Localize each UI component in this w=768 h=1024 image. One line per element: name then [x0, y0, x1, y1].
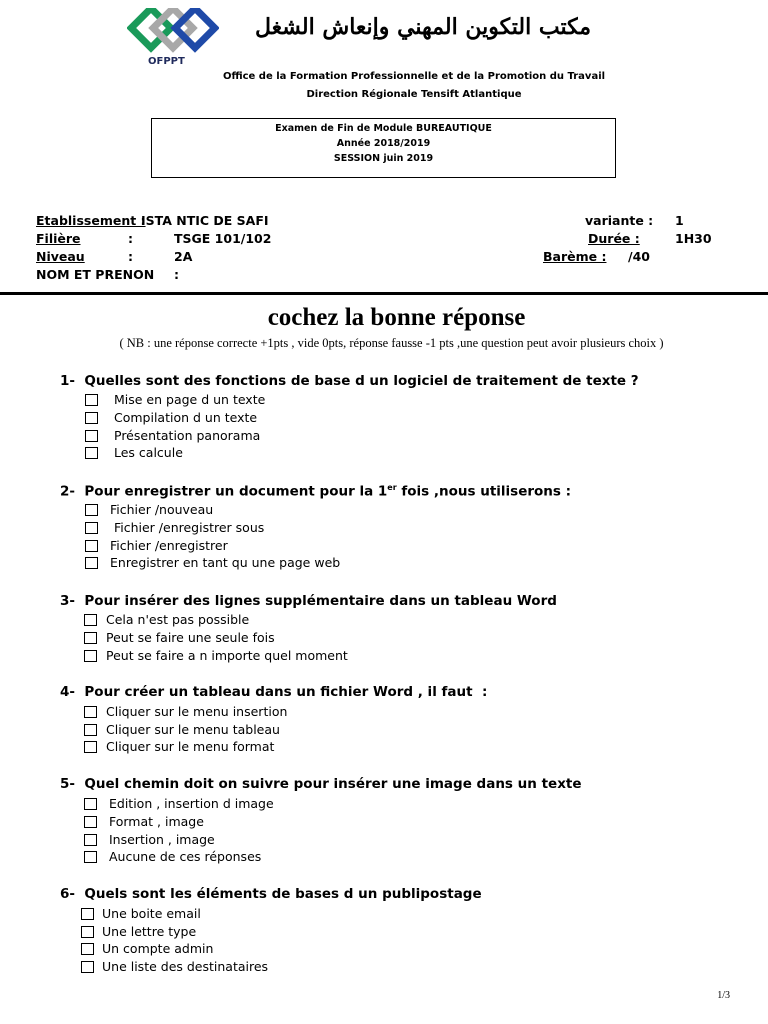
- checkbox[interactable]: [81, 926, 94, 938]
- q4-option-1[interactable]: Cliquer sur le menu insertion: [84, 704, 287, 719]
- q3-option-1[interactable]: Cela n'est pas possible: [84, 612, 249, 627]
- niveau-value: 2A: [174, 249, 193, 264]
- checkbox[interactable]: [84, 741, 97, 753]
- etablissement-label: Etablissement :: [36, 213, 146, 228]
- q3-option-3[interactable]: Peut se faire a n importe quel moment: [84, 648, 348, 663]
- checkbox[interactable]: [84, 834, 97, 846]
- checkbox[interactable]: [84, 632, 97, 644]
- checkbox[interactable]: [84, 706, 97, 718]
- question-6: [60, 886, 482, 902]
- checkbox[interactable]: [84, 816, 97, 828]
- q6-option-2[interactable]: Une lettre type: [81, 924, 196, 939]
- variante-label: variante :: [585, 213, 654, 228]
- exam-box: [151, 118, 616, 178]
- question-1: [60, 373, 639, 389]
- q4-option-3[interactable]: Cliquer sur le menu format: [84, 739, 274, 754]
- question-number: 2-: [60, 483, 75, 500]
- q5-option-4[interactable]: Aucune de ces réponses: [84, 849, 261, 864]
- checkbox[interactable]: [84, 614, 97, 626]
- question-text-end: fois ,nous utiliserons :: [396, 483, 572, 500]
- question-number: 5-: [60, 776, 75, 792]
- superscript: er: [387, 483, 397, 492]
- bareme-label: Barème :: [543, 249, 607, 264]
- checkbox[interactable]: [81, 943, 94, 955]
- q5-option-2[interactable]: Format , image: [84, 814, 204, 829]
- page-number: 1/3: [717, 990, 730, 1001]
- exam-line-3: SESSION juin 2019: [333, 153, 434, 164]
- q1-option-1[interactable]: Mise en page d un texte: [85, 392, 265, 407]
- q3-option-2[interactable]: Peut se faire une seule fois: [84, 630, 275, 645]
- q2-option-1[interactable]: Fichier /nouveau: [85, 502, 213, 517]
- checkbox[interactable]: [85, 504, 98, 516]
- checkbox[interactable]: [81, 908, 94, 920]
- variante-value: 1: [675, 213, 684, 228]
- etablissement-value: ISTA NTIC DE SAFI: [141, 213, 269, 228]
- exam-line-1: Examen de Fin de Module BUREAUTIQUE: [275, 123, 492, 134]
- question-5: [60, 776, 582, 792]
- checkbox[interactable]: [84, 650, 97, 662]
- checkbox[interactable]: [84, 798, 97, 810]
- bareme-value: /40: [628, 249, 650, 264]
- checkbox[interactable]: [81, 961, 94, 973]
- q2-option-3[interactable]: Fichier /enregistrer: [85, 538, 228, 553]
- question-text: Quelles sont des fonctions de base d un logiciel de traitement de texte ?: [84, 373, 639, 389]
- filiere-label: Filière: [36, 231, 81, 246]
- question-text: Pour enregistrer un document pour la 1: [84, 483, 388, 500]
- instructions-note: ( NB : une réponse correcte +1pts , vide 0pts, réponse fausse -1 pts ,une question peut avoir plusieurs choix ): [119, 336, 664, 350]
- checkbox[interactable]: [84, 724, 97, 736]
- question-text: Pour créer un tableau dans un fichier Word , il faut :: [84, 684, 488, 700]
- checkbox[interactable]: [85, 412, 98, 424]
- checkbox[interactable]: [85, 557, 98, 569]
- q1-option-3[interactable]: Présentation panorama: [85, 428, 260, 443]
- question-text: Pour insérer des lignes supplémentaire dans un tableau Word: [84, 593, 557, 609]
- nom-label: NOM ET PRENON: [36, 267, 155, 282]
- question-4: [60, 684, 487, 700]
- q5-option-3[interactable]: Insertion , image: [84, 832, 215, 847]
- question-3: [60, 593, 557, 609]
- question-number: 3-: [60, 593, 75, 609]
- question-number: 1-: [60, 373, 75, 389]
- question-2: [60, 483, 571, 500]
- checkbox[interactable]: [84, 851, 97, 863]
- niveau-label: Niveau: [36, 249, 85, 264]
- checkbox[interactable]: [85, 540, 98, 552]
- nom-colon: :: [174, 267, 179, 282]
- question-text: Quel chemin doit on suivre pour insérer une image dans un texte: [84, 776, 582, 792]
- exam-line-2: Année 2018/2019: [336, 138, 431, 149]
- q1-option-4[interactable]: Les calcule: [85, 445, 183, 460]
- q6-option-3[interactable]: Un compte admin: [81, 941, 213, 956]
- checkbox[interactable]: [85, 394, 98, 406]
- q4-option-2[interactable]: Cliquer sur le menu tableau: [84, 722, 280, 737]
- q2-option-2[interactable]: Fichier /enregistrer sous: [85, 520, 264, 535]
- q6-option-4[interactable]: Une liste des destinataires: [81, 959, 268, 974]
- logo-text: OFPPT: [148, 56, 185, 67]
- filiere-colon: :: [128, 231, 133, 246]
- office-line-2: Direction Régionale Tensift Atlantique: [306, 89, 522, 100]
- office-line-1: Office de la Formation Professionnelle et de la Promotion du Travail: [222, 71, 606, 82]
- q5-option-1[interactable]: Edition , insertion d image: [84, 796, 274, 811]
- question-text: Quels sont les éléments de bases d un publipostage: [84, 886, 482, 902]
- checkbox[interactable]: [85, 522, 98, 534]
- section-divider: [0, 292, 768, 295]
- filiere-value: TSGE 101/102: [174, 231, 272, 246]
- checkbox[interactable]: [85, 447, 98, 459]
- instructions-title: cochez la bonne réponse: [267, 304, 526, 331]
- arabic-title: مكتب التكوين المهني وإنعاش الشغل: [255, 14, 592, 40]
- checkbox[interactable]: [85, 430, 98, 442]
- question-number: 4-: [60, 684, 75, 700]
- q2-option-4[interactable]: Enregistrer en tant qu une page web: [85, 555, 340, 570]
- question-number: 6-: [60, 886, 75, 902]
- q1-option-2[interactable]: Compilation d un texte: [85, 410, 257, 425]
- duree-label: Durée :: [588, 231, 640, 246]
- niveau-colon: :: [128, 249, 133, 264]
- q6-option-1[interactable]: Une boite email: [81, 906, 201, 921]
- duree-value: 1H30: [675, 231, 712, 246]
